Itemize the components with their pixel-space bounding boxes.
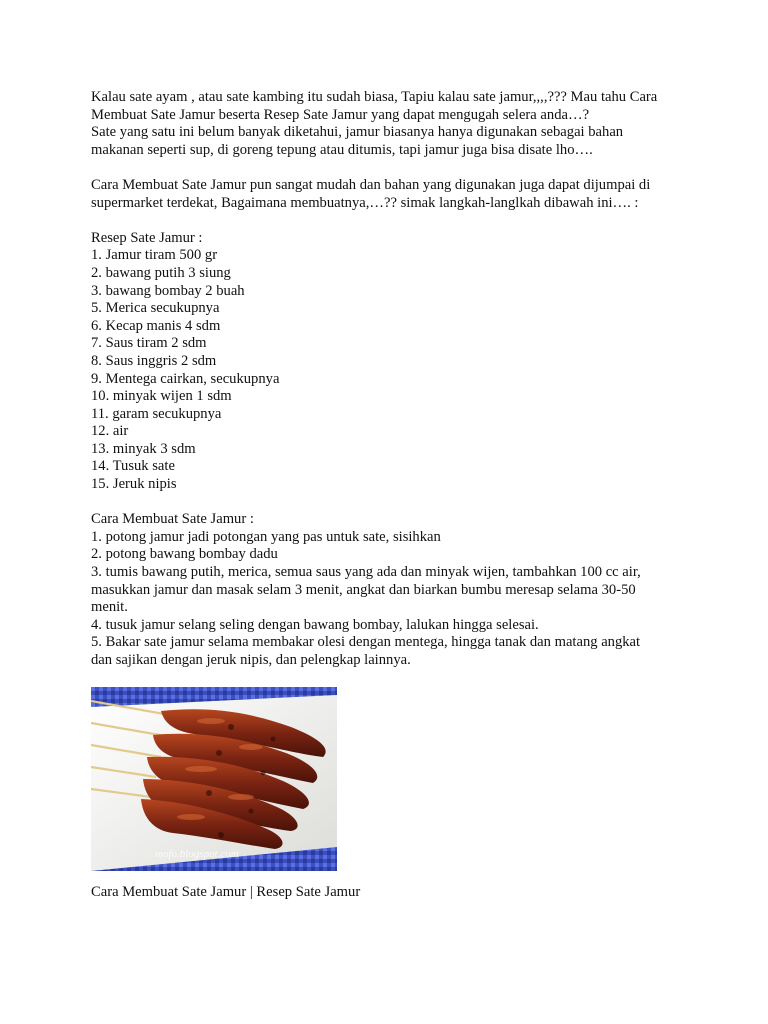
ingredient-item: 15. Jeruk nipis — [91, 476, 177, 493]
ingredients-list — [91, 247, 691, 493]
ingredient-item: 8. Saus inggris 2 sdm — [91, 352, 217, 369]
method-step — [91, 529, 691, 547]
ingredient-item: 11. garam secukupnya — [91, 405, 222, 422]
sate-jamur-photo — [91, 687, 337, 871]
summary-paragraph — [91, 177, 691, 212]
photo-caption: Cara Membuat Sate Jamur | Resep Sate Jamur — [91, 883, 361, 900]
method-step-line: 4. tusuk jamur selang seling dengan bawang bombay, lalukan hingga selesai. — [91, 616, 539, 633]
ingredient-item: 3. bawang bombay 2 buah — [91, 282, 245, 299]
ingredient-item: 13. minyak 3 sdm — [91, 440, 196, 457]
method-heading: Cara Membuat Sate Jamur : — [91, 511, 254, 528]
method-step — [91, 634, 691, 669]
method-step — [91, 546, 691, 564]
spacer — [91, 159, 691, 177]
summary-line: Cara Membuat Sate Jamur pun sangat mudah dan bahan yang digunakan juga dapat dijumpai di — [91, 176, 651, 193]
ingredient-item: 10. minyak wijen 1 sdm — [91, 388, 232, 405]
document-page — [91, 89, 691, 901]
method-step-line: 2. potong bawang bombay dadu — [91, 546, 278, 563]
intro-line: makanan seperti sup, di goreng tepung atau ditumis, tapi jamur juga bisa disate lho…. — [91, 141, 593, 158]
ingredients-section — [91, 230, 691, 494]
method-step-line: menit. — [91, 599, 128, 616]
method-step — [91, 564, 691, 617]
ingredient-item: 9. Mentega cairkan, secukupnya — [91, 370, 280, 387]
intro-line: Kalau sate ayam , atau sate kambing itu sudah biasa, Tapiu kalau sate jamur,,,,??? Mau tahu Cara — [91, 89, 658, 105]
method-step-line: 1. potong jamur jadi potongan yang pas untuk sate, sisihkan — [91, 528, 441, 545]
method-section — [91, 511, 691, 669]
ingredients-heading: Resep Sate Jamur : — [91, 229, 203, 246]
method-step-line: dan sajikan dengan jeruk nipis, dan pelengkap lainnya. — [91, 652, 411, 668]
spacer — [91, 494, 691, 512]
spacer — [91, 212, 691, 230]
method-step-line: 5. Bakar sate jamur selama membakar olesi dengan mentega, hingga tanak dan matang angkat — [91, 634, 641, 651]
ingredient-item: 1. Jamur tiram 500 gr — [91, 247, 218, 264]
ingredient-item: 2. bawang putih 3 siung — [91, 264, 231, 281]
method-step — [91, 617, 691, 635]
method-steps — [91, 529, 691, 670]
ingredient-item: 6. Kecap manis 4 sdm — [91, 317, 221, 334]
summary-line: supermarket terdekat, Bagaimana membuatnya,…?? simak langkah-langlkah dibawah ini…. : — [91, 194, 639, 211]
method-step-line: masukkan jamur dan masak selam 3 menit, angkat dan biarkan bumbu meresap selama 30-50 — [91, 581, 636, 598]
intro-line: Sate yang satu ini belum banyak diketahui, jamur biasanya hanya digunakan sebagai bahan — [91, 124, 624, 141]
method-step-line: 3. tumis bawang putih, merica, semua saus yang ada dan minyak wijen, tambahkan 100 cc air, — [91, 564, 641, 581]
ingredient-item: 5. Merica secukupnya — [91, 300, 220, 317]
intro-paragraph — [91, 89, 691, 159]
photo-watermark: mofo.blogspot.com — [155, 847, 239, 860]
ingredient-item: 14. Tusuk sate — [91, 458, 175, 475]
intro-line: Membuat Sate Jamur beserta Resep Sate Jamur yang dapat mengugah selera anda…? — [91, 106, 590, 123]
ingredient-item: 12. air — [91, 423, 129, 440]
ingredient-item: 7. Saus tiram 2 sdm — [91, 335, 207, 352]
